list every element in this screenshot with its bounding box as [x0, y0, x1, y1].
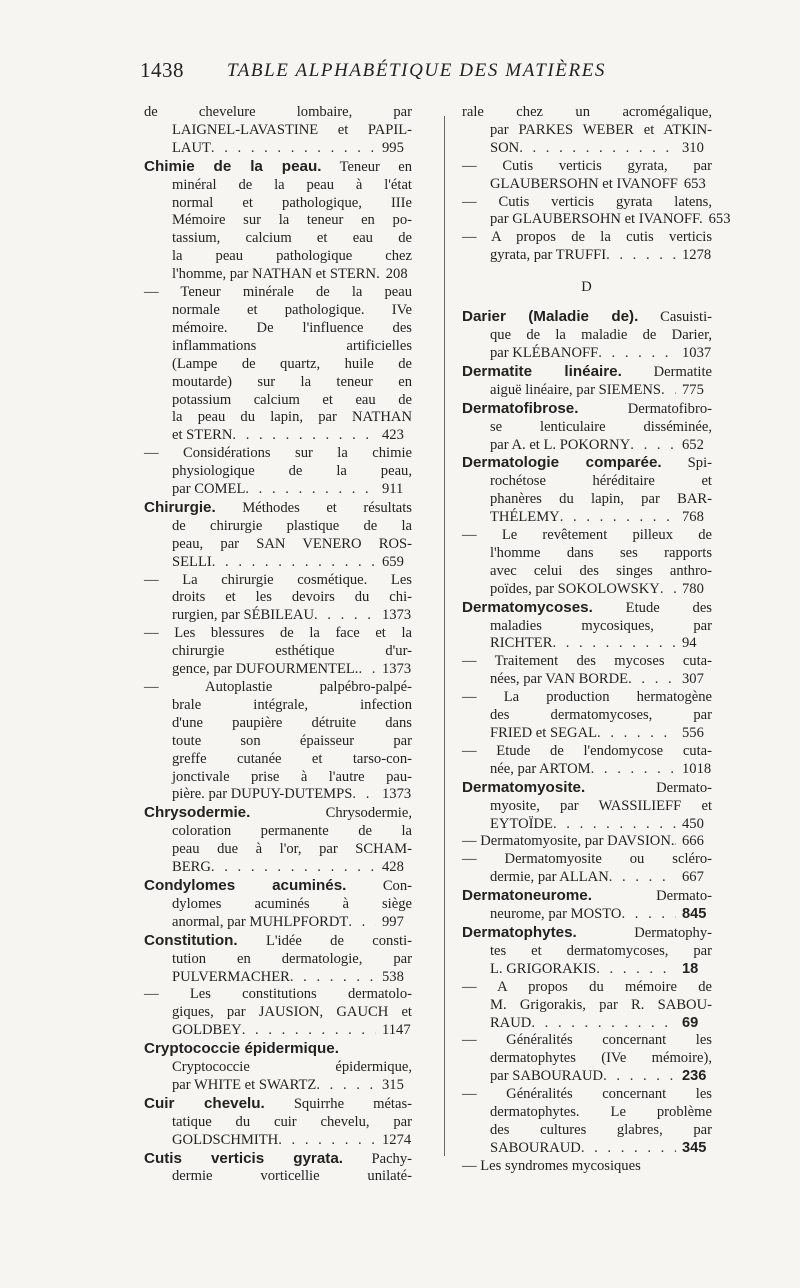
page-reference: 1373 — [382, 607, 412, 624]
page-reference: 450 — [682, 815, 704, 832]
page-reference: 653 — [683, 175, 706, 192]
page-reference: 310 — [682, 139, 704, 156]
dot-leader — [242, 1022, 376, 1040]
entry-lead-text: neurome, par MOSTO — [490, 906, 622, 923]
entry-line: que de la maladie de Darier, — [490, 327, 712, 344]
index-entry — [144, 572, 412, 626]
entry-headline — [144, 877, 412, 896]
entry-headline — [462, 599, 712, 618]
index-entry — [144, 877, 412, 932]
page-header — [140, 58, 645, 88]
entry-head-text: Etude des — [625, 599, 712, 616]
dot-leader — [211, 140, 376, 158]
entry-lead-text: née, par ARTOM — [490, 760, 591, 777]
page-reference: 845 — [682, 906, 707, 923]
dot-leader — [560, 509, 676, 527]
entry-headline — [144, 932, 412, 951]
entry-line: tution en dermatologie, par — [172, 950, 412, 967]
entry-leader-line — [462, 1068, 712, 1086]
index-entry — [462, 454, 712, 527]
entry-leader-line — [144, 427, 412, 445]
entry-headline — [462, 308, 712, 327]
dot-leader — [352, 786, 376, 804]
entry-lead-text: RAUD — [490, 1014, 532, 1031]
entry-line: phanères du lapin, par BAR- — [490, 491, 712, 508]
dot-leader — [553, 816, 676, 834]
entry-leader-line — [462, 1015, 712, 1033]
page-reference: 780 — [682, 580, 704, 597]
entry-line: tes et dermatomycoses, par — [490, 942, 712, 959]
page-reference: 315 — [382, 1076, 404, 1093]
index-entry — [462, 400, 712, 455]
entry-lead-text: l'homme, par NATHAN et STERN. — [172, 266, 380, 283]
entry-line: la peau pathologique chez — [172, 248, 412, 265]
entry-line: — Les blessures de la face et la — [144, 625, 412, 642]
index-entry — [144, 499, 412, 572]
entry-headline — [462, 400, 712, 419]
page-reference: 236 — [682, 1068, 707, 1085]
page-reference: 775 — [682, 381, 704, 398]
page-reference: 667 — [682, 869, 704, 886]
entry-head-text: L'idée de consti- — [265, 932, 412, 949]
entry-line: l'homme dans ses rapports — [490, 544, 712, 561]
entry-line: — Généralités concernant les — [462, 1032, 712, 1049]
entry-lead-text: LAUT — [172, 139, 211, 156]
entry-line: avec celui des singes anthro- — [490, 562, 712, 579]
entry-lead-text: GOLDBEY — [172, 1022, 242, 1039]
entry-line: potassium calcium et eau de — [172, 391, 412, 408]
dot-leader — [598, 345, 676, 363]
page-reference: 995 — [382, 139, 404, 156]
dot-leader — [621, 906, 676, 924]
section-letter: D — [581, 279, 593, 296]
entry-line: tassium, calcium et eau de — [172, 230, 412, 247]
entry-line: jonctivale prise à l'autre pau- — [172, 768, 412, 785]
entry-line: rochétose héréditaire et — [490, 473, 712, 490]
entry-headline — [462, 924, 712, 943]
entry-lead-text: poïdes, par SOKOLOWSKY — [490, 580, 660, 597]
entry-line: LAIGNEL-LAVASTINE et PAPIL- — [172, 121, 412, 138]
right-column — [462, 104, 731, 1176]
entry-line: inflammations artificielles — [172, 337, 412, 354]
entry-line: — Les constitutions dermatolo- — [144, 986, 412, 1003]
entry-line: — La production hermatogène — [462, 689, 712, 706]
page-reference: 94 — [682, 635, 697, 652]
entry-leader-line — [462, 437, 712, 455]
entry-head-text: Squirrhe métas- — [293, 1095, 413, 1112]
entry-head-text: Con- — [382, 877, 412, 894]
entry-line: normal et pathologique, IIIe — [172, 194, 412, 211]
index-entry — [462, 1086, 712, 1158]
entry-lead-text: BERG — [172, 859, 211, 876]
entry-line: des dermatomycoses, par — [490, 707, 712, 724]
page-reference: 1373 — [382, 786, 412, 803]
entry-headword: Dermatomyosite. — [462, 778, 586, 796]
index-entry — [144, 932, 412, 987]
entry-line: — Généralités concernant les — [462, 1086, 712, 1103]
entry-head-text: Dermatofibro- — [627, 400, 712, 417]
index-entry — [462, 1032, 712, 1086]
page-reference: 345 — [682, 1139, 707, 1156]
dot-leader — [552, 635, 676, 653]
dot-leader — [290, 969, 376, 987]
index-entry — [462, 308, 712, 363]
entry-line: — Le revêtement pilleux de — [462, 527, 712, 544]
entry-head-text: Dermatite — [653, 363, 712, 380]
dot-leader — [348, 914, 376, 932]
index-entry — [462, 979, 712, 1033]
entry-lead-text: gyrata, par TRUFFI — [490, 247, 607, 264]
dot-leader — [596, 961, 676, 979]
entry-leader-line — [144, 140, 412, 158]
entry-line: greffe cutanée et tarso-con- — [172, 750, 412, 767]
dot-leader — [603, 1068, 676, 1086]
entry-leader-line — [144, 859, 412, 877]
dot-leader — [630, 437, 676, 455]
entry-line: dylomes acuminés à siège — [172, 895, 412, 912]
entry-line: par PARKES WEBER et ATKIN- — [490, 121, 712, 138]
entry-headword: Darier (Maladie de). — [462, 308, 639, 326]
entry-leader-line — [462, 906, 712, 924]
dot-leader — [581, 1140, 676, 1158]
entry-headword: Cryptococcie épidermique. — [144, 1040, 339, 1058]
index-entry — [144, 986, 412, 1040]
entry-line: la peau du lapin, par NATHAN — [172, 409, 412, 426]
entry-headword: Cuir chevelu. — [144, 1094, 265, 1112]
page-reference: 1274 — [382, 1131, 412, 1148]
entry-lead-text: par A. et L. POKORNY — [490, 436, 631, 453]
page-reference: 1018 — [682, 760, 712, 777]
entry-line: — Cutis verticis gyrata, par — [462, 157, 712, 174]
entry-leader-line — [144, 554, 412, 572]
dot-leader — [211, 859, 376, 877]
dot-leader — [628, 671, 676, 689]
dot-leader — [212, 554, 376, 572]
entry-lead-text: L. GRIGORAKIS — [490, 960, 597, 977]
index-entry — [144, 1150, 412, 1187]
entry-head-text: Dermatophy- — [634, 924, 712, 941]
entry-leader-line — [462, 816, 712, 834]
dot-leader — [314, 607, 376, 625]
entry-headword: Cutis verticis gyrata. — [144, 1149, 344, 1167]
entry-leader-line — [462, 176, 712, 194]
entry-line: Cryptococcie épidermique, — [172, 1059, 412, 1076]
left-column — [144, 104, 412, 1186]
entry-leader-line — [462, 1140, 712, 1158]
entry-leader-line — [462, 671, 712, 689]
entry-line: peau, par SAN VENERO ROS- — [172, 535, 412, 552]
entry-lead-text: par SABOURAUD — [490, 1068, 604, 1085]
page-reference: 1147 — [382, 1022, 411, 1039]
index-entry — [462, 743, 712, 779]
entry-headline — [144, 1040, 412, 1059]
entry-line: des cultures glabres, par — [490, 1121, 712, 1138]
entry-lead-text: GLAUBERSOHN et IVANOFF — [490, 175, 678, 192]
entry-head-text: Spi- — [687, 455, 712, 472]
entry-lead-text: FRIED et SEGAL — [490, 725, 598, 741]
entry-leader-line — [462, 833, 712, 851]
right-column-continuation — [462, 104, 731, 265]
entry-line: minéral de la peau à l'état — [172, 176, 412, 193]
dot-leader — [316, 1077, 376, 1095]
page-reference: 538 — [382, 968, 404, 985]
entry-leader-line — [462, 211, 731, 229]
entry-leader-line — [462, 509, 712, 527]
entry-leader-line — [144, 1132, 412, 1150]
page-reference: 652 — [682, 436, 704, 453]
index-entry — [462, 653, 712, 689]
entry-lead-text: EYTOÏDE — [490, 815, 553, 832]
column-divider — [444, 116, 445, 1156]
entry-line: (Lampe de quartz, huile de — [172, 355, 412, 372]
entry-leader-line — [462, 345, 712, 363]
entry-leader-line — [462, 382, 712, 400]
dot-leader — [531, 1015, 676, 1033]
index-entry — [462, 158, 712, 194]
index-entry — [144, 158, 412, 284]
entry-leader-line — [144, 661, 412, 679]
entry-line: Mémoire sur la teneur en po- — [172, 212, 412, 229]
entry-line: toute son épaisseur par — [172, 732, 412, 749]
entry-leader-line — [462, 725, 712, 743]
page-reference: 659 — [382, 553, 404, 570]
entry-lead-text: pière. par DUPUY-DUTEMPS — [172, 786, 353, 803]
page-reference: 69 — [682, 1014, 699, 1031]
index-entry — [462, 527, 712, 599]
index-entry — [462, 1158, 712, 1176]
entry-line: physiologique de la peau, — [172, 463, 412, 480]
entry-line: tatique du cuir chevelu, par — [172, 1113, 412, 1130]
index-entry — [144, 445, 412, 499]
page-number: 1438 — [140, 58, 184, 82]
entry-line: de chevelure lombaire, par — [144, 104, 412, 120]
entry-lead-text: RICHTER — [490, 635, 553, 652]
entry-head-text: Dermato- — [656, 779, 712, 796]
index-entry — [144, 1095, 412, 1150]
entry-lead-text: par GLAUBERSOHN et IVANOFF. — [490, 211, 703, 228]
entry-line: — Autoplastie palpébro-palpé- — [144, 679, 412, 695]
index-entry — [462, 599, 712, 654]
entry-head-text: Casuisti- — [660, 309, 712, 326]
entry-lead-text: SELLI — [172, 553, 212, 570]
dot-leader — [358, 661, 376, 679]
entry-line: brale intégrale, infection — [172, 696, 412, 713]
entry-headline — [462, 363, 712, 382]
index-entry — [144, 284, 412, 445]
entry-line: — Cutis verticis gyrata latens, — [462, 193, 712, 210]
page-reference: 997 — [382, 913, 404, 930]
entry-line: dermie vorticellie unilaté- — [172, 1168, 412, 1185]
entry-leader-line — [462, 140, 712, 158]
entry-line: coloration permanente de la — [172, 823, 412, 840]
index-entry — [144, 679, 412, 804]
dot-leader — [609, 869, 676, 887]
entry-headline — [144, 1150, 412, 1169]
entry-headline — [462, 779, 712, 798]
entry-headline — [144, 158, 412, 177]
running-title: TABLE ALPHABÉTIQUE DES MATIÈRES — [226, 60, 607, 81]
entry-line: normale et pathologique. IVe — [172, 301, 412, 318]
entry-line: de chirurgie plastique de la — [172, 517, 412, 534]
entry-lead-text: par KLÉBANOFF — [490, 344, 599, 361]
page-reference: 1278 — [682, 247, 712, 264]
entry-leader-line — [144, 786, 412, 804]
entry-line: — Dermatomyosite ou scléro- — [462, 851, 712, 868]
entry-line: giques, par JAUSION, GAUCH et — [172, 1004, 412, 1021]
index-entry — [462, 689, 712, 743]
page-reference: 1373 — [382, 661, 412, 678]
dot-leader — [245, 481, 376, 499]
dot-leader — [519, 140, 676, 158]
entry-headword: Dermatologie comparée. — [462, 454, 662, 472]
page-reference: 666 — [682, 833, 704, 850]
entry-line: chirurgie esthétique d'ur- — [172, 643, 412, 660]
entry-headword: Chirurgie. — [144, 498, 216, 516]
entry-headword: Dermatofibrose. — [462, 399, 579, 417]
entry-leader-line — [144, 607, 412, 625]
entry-headword: Chrysodermie. — [144, 804, 251, 822]
page-reference: 208 — [385, 266, 408, 283]
entry-headword: Dermatophytes. — [462, 923, 577, 941]
entry-leader-line — [462, 1158, 712, 1176]
entry-line: — A propos de la cutis verticis — [462, 229, 712, 246]
index-entry — [462, 851, 712, 887]
entry-leader-line — [462, 869, 712, 887]
index-columns — [144, 104, 731, 1185]
entry-lead-text: dermie, par ALLAN — [490, 869, 609, 886]
index-entry — [462, 104, 712, 158]
entry-headword: Dermatite linéaire. — [462, 362, 622, 380]
dot-leader — [660, 581, 676, 599]
entry-headline — [144, 499, 412, 518]
entry-head-text: Méthodes et résultats — [242, 499, 412, 516]
entry-lead-text: GOLDSCHMITH — [172, 1131, 279, 1148]
entry-leader-line — [144, 1077, 412, 1095]
dot-leader — [606, 247, 676, 265]
entry-leader-line — [144, 1022, 412, 1040]
entry-line: peau due à l'or, par SCHAM- — [172, 841, 412, 858]
entry-line: — Considérations sur la chimie — [144, 445, 412, 462]
index-entry — [144, 625, 412, 679]
entry-headword: Dermatomycoses. — [462, 598, 593, 616]
page-reference: 556 — [682, 725, 704, 741]
index-entry — [144, 1040, 412, 1095]
entry-headword: Condylomes acuminés. — [144, 876, 347, 894]
entry-lead-text: aiguë linéaire, par SIEMENS — [490, 381, 662, 398]
entry-line: — A propos du mémoire de — [462, 978, 712, 995]
entry-lead-text: nées, par VAN BORDE — [490, 671, 629, 688]
entry-leader-line — [144, 914, 412, 932]
entry-line: rale chez un acromégalique, — [462, 104, 712, 120]
entry-line: moutarde) sur la teneur en — [172, 373, 412, 390]
entry-leader-line — [462, 247, 712, 265]
index-entry — [144, 804, 412, 877]
entry-line: myosite, par WASSILIEFF et — [490, 797, 712, 814]
entry-line: — Traitement des mycoses cuta- — [462, 653, 712, 670]
entry-leader-line — [144, 969, 412, 987]
entry-line: droits et les devoirs du chi- — [172, 589, 412, 606]
dot-leader — [232, 427, 376, 445]
index-entry — [462, 363, 712, 400]
entry-head-text: Teneur en — [339, 158, 412, 175]
index-entry — [144, 104, 412, 158]
entry-line: — La chirurgie cosmétique. Les — [144, 571, 412, 588]
entry-headword: Dermatoneurome. — [462, 887, 592, 905]
entry-leader-line — [462, 961, 712, 979]
entry-leader-line — [462, 761, 712, 779]
entry-lead-text: THÉLEMY — [490, 509, 560, 526]
index-entry — [462, 887, 712, 924]
dot-leader — [661, 382, 676, 400]
right-column-entries — [462, 308, 712, 1176]
entry-head-text: Pachy- — [371, 1150, 412, 1167]
page-reference: 1037 — [682, 344, 712, 361]
index-entry — [462, 193, 731, 230]
page-reference: 911 — [382, 481, 404, 498]
entry-head-text: Dermato- — [656, 888, 712, 905]
entry-headline — [144, 1095, 412, 1114]
entry-line: M. Grigorakis, par R. SABOU- — [490, 996, 712, 1013]
entry-headword: Chimie de la peau. — [144, 157, 322, 175]
entry-lead-text: par WHITE et SWARTZ — [172, 1076, 317, 1093]
dot-leader — [591, 761, 676, 779]
page-reference: 18 — [682, 960, 699, 977]
entry-line: d'une paupière détruite dans — [172, 714, 412, 731]
entry-lead-text: — Les syndromes mycosiques — [462, 1157, 641, 1174]
entry-line: dermatophytes (IVe mémoire), — [490, 1050, 712, 1067]
dot-leader — [278, 1132, 376, 1150]
entry-lead-text: — Dermatomyosite, par DAVSION. — [462, 833, 675, 850]
entry-lead-text: SABOURAUD — [490, 1139, 581, 1156]
entry-line: mémoire. De l'influence des — [172, 319, 412, 336]
entry-lead-text: rurgien, par SÉBILEAU — [172, 607, 314, 624]
index-entry — [462, 779, 712, 834]
entry-headline — [462, 454, 712, 473]
page-reference: 653 — [708, 211, 731, 228]
entry-line: se lenticulaire disséminée, — [490, 418, 712, 435]
entry-line: — Teneur minérale de la peau — [144, 284, 412, 301]
entry-headline — [462, 887, 712, 906]
entry-line: maladies mycosiques, par — [490, 617, 712, 634]
entry-head-text: Chrysodermie, — [325, 805, 412, 822]
entry-leader-line — [144, 481, 412, 499]
entry-lead-text: SON — [490, 139, 520, 156]
page-reference: 307 — [682, 671, 704, 688]
entry-leader-line — [462, 581, 712, 599]
page-reference: 768 — [682, 509, 704, 526]
dot-leader — [597, 725, 676, 743]
entry-lead-text: par COMEL — [172, 481, 246, 498]
entry-line: — Etude de l'endomycose cuta- — [462, 742, 712, 759]
index-entry — [462, 229, 712, 265]
entry-lead-text: anormal, par MUHLPFORDT — [172, 913, 349, 930]
entry-headline — [144, 804, 412, 823]
entry-leader-line — [462, 635, 712, 653]
entry-lead-text: gence, par DUFOURMENTEL. — [172, 661, 359, 678]
entry-headword: Constitution. — [144, 931, 238, 949]
page-reference: 428 — [382, 859, 404, 876]
entry-lead-text: PULVERMACHER — [172, 968, 290, 985]
index-entry — [462, 833, 712, 851]
page-reference: 423 — [382, 427, 404, 444]
index-entry — [462, 924, 712, 979]
entry-line: dermatophytes. Le problème — [490, 1104, 712, 1121]
entry-lead-text: et STERN — [172, 427, 233, 444]
entry-leader-line — [144, 266, 412, 284]
